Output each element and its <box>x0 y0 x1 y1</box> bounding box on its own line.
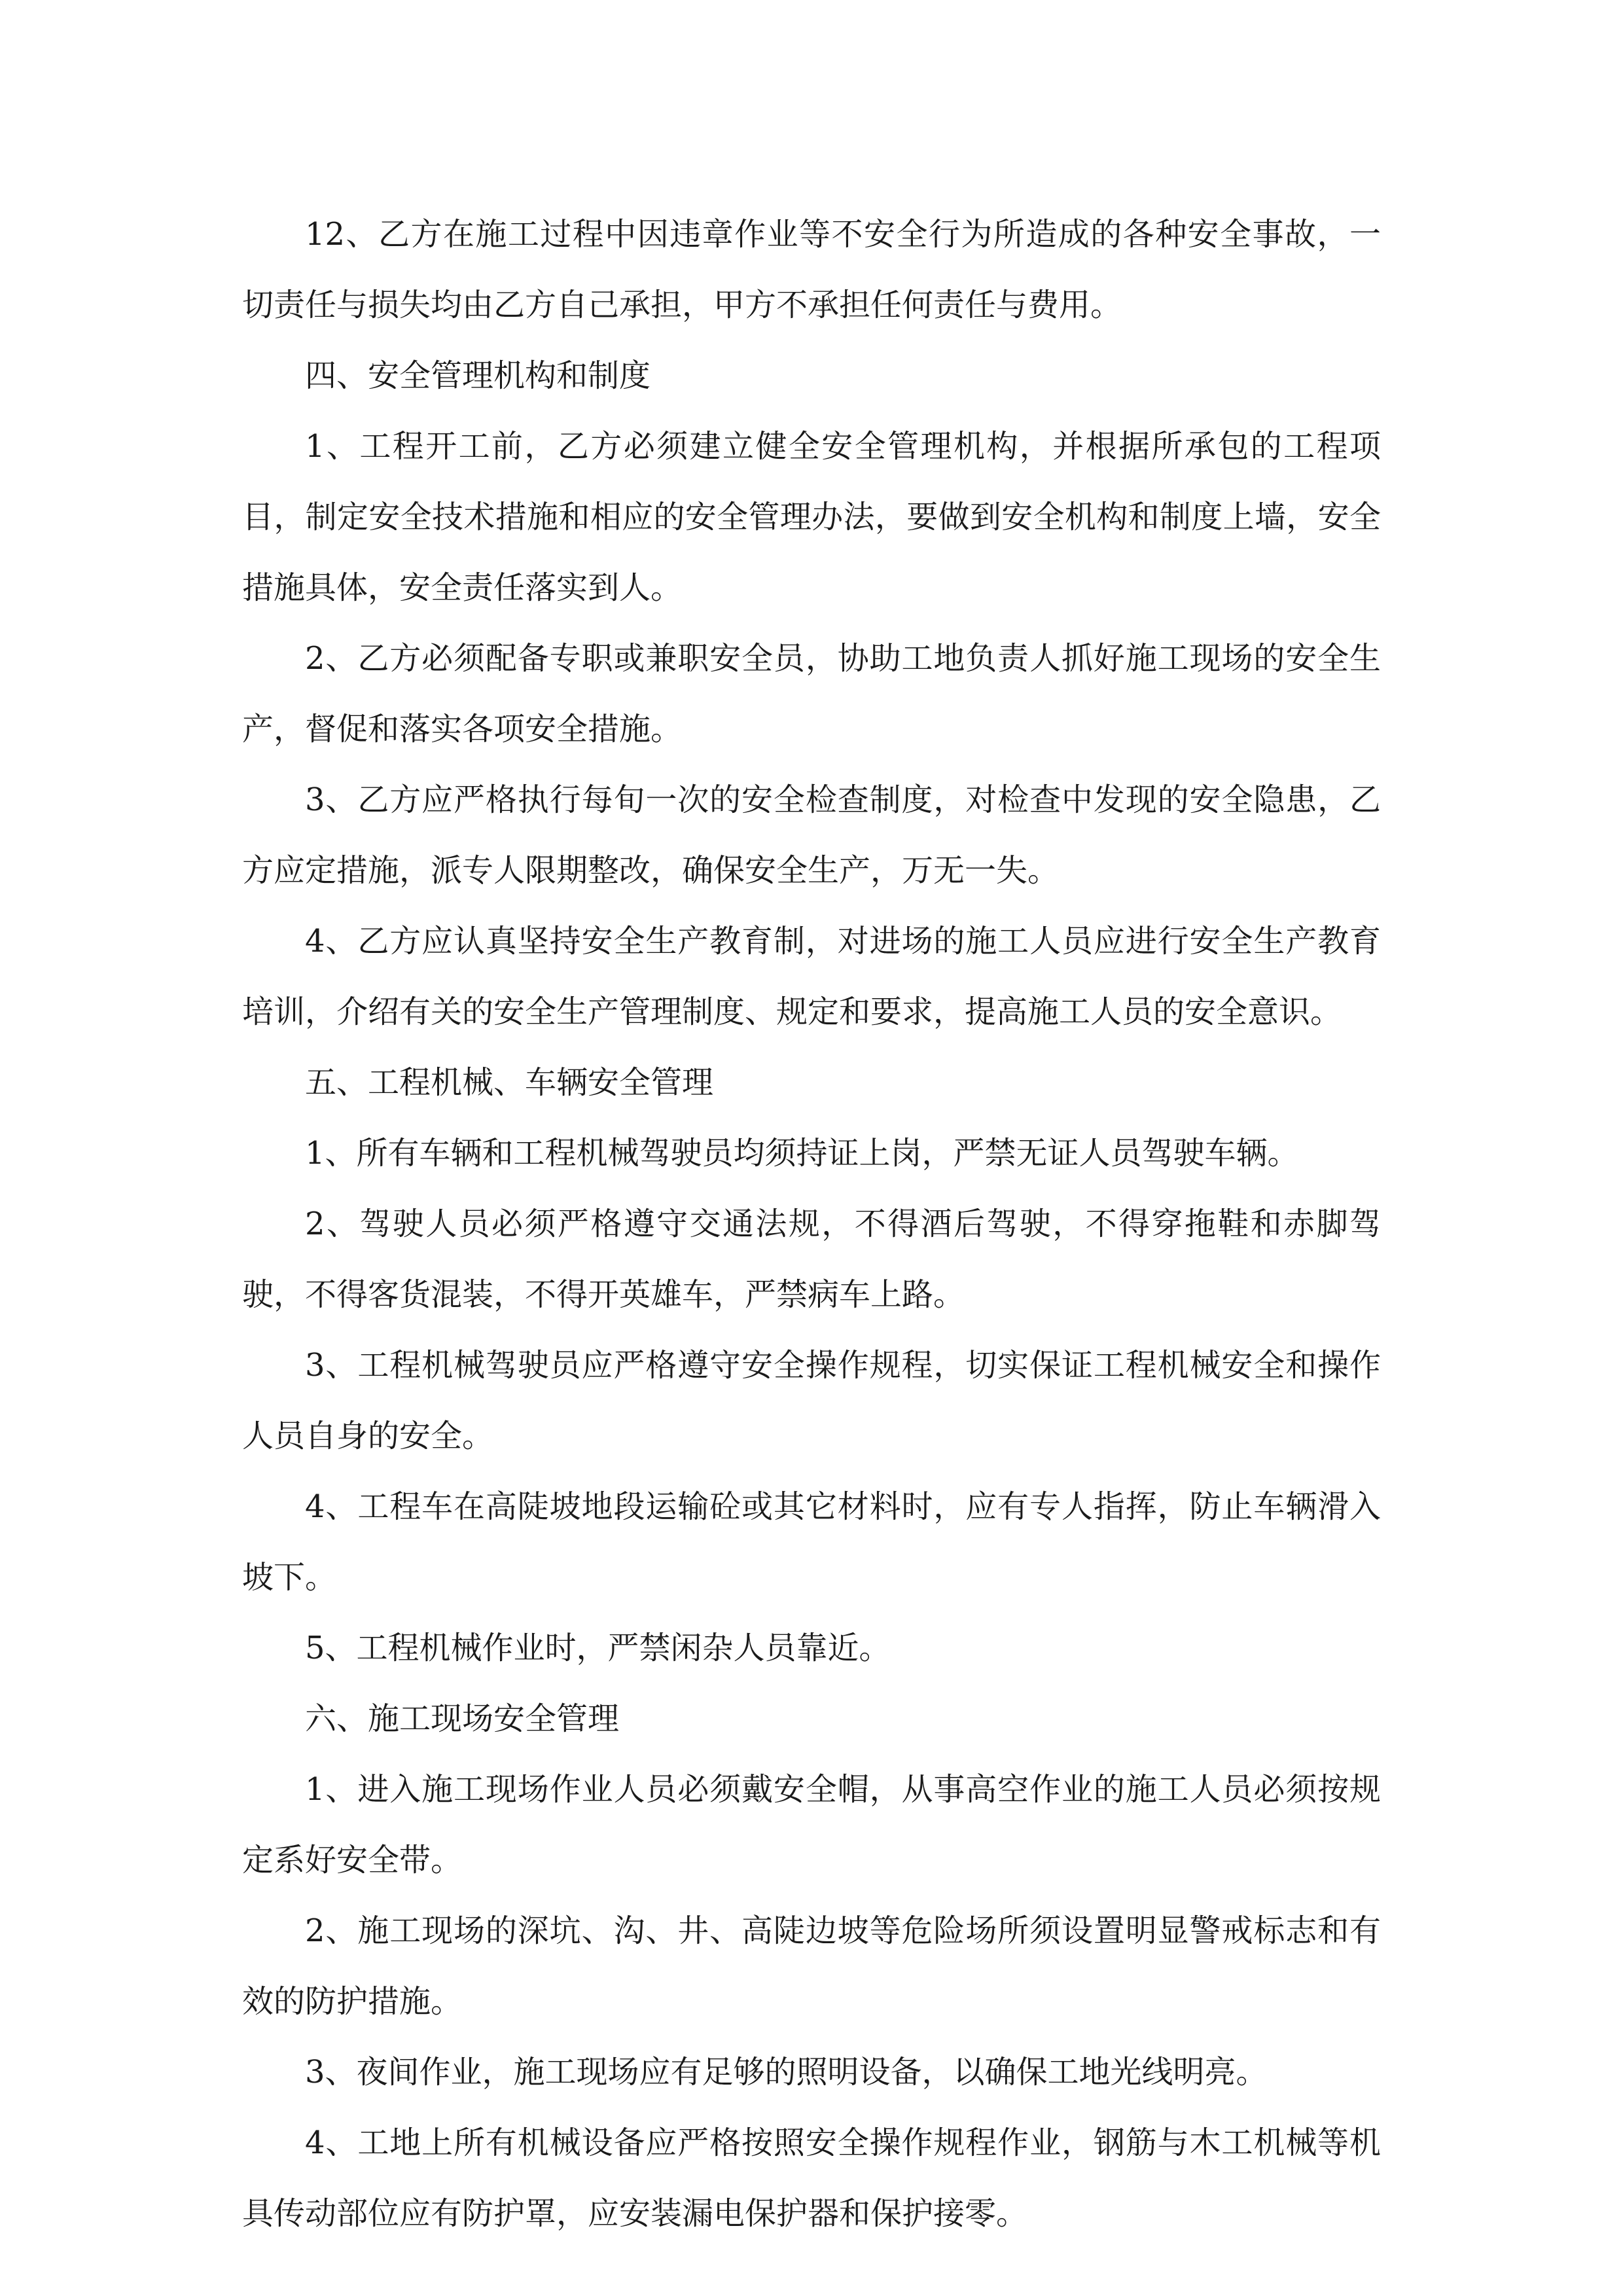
paragraph-5-2: 2、驾驶人员必须严格遵守交通法规，不得酒后驾驶，不得穿拖鞋和赤脚驾驶，不得客货混装，不得开英雄车，严禁病车上路。 <box>242 1206 1381 1313</box>
paragraph-6-4: 4、工地上所有机械设备应严格按照安全操作规程作业，钢筋与木工机械等机具传动部位应有防护罩，应安装漏电保护器和保护接零。 <box>242 2125 1381 2232</box>
paragraph-5-3: 3、工程机械驾驶员应严格遵守安全操作规程，切实保证工程机械安全和操作人员自身的安全。 <box>242 1347 1381 1454</box>
section-heading-5: 五、工程机械、车辆安全管理 <box>305 1064 714 1101</box>
paragraph-6-2: 2、施工现场的深坑、沟、井、高陡边坡等危险场所须设置明显警戒标志和有效的防护措施。 <box>242 1912 1381 2020</box>
paragraph-6-3: 3、夜间作业，施工现场应有足够的照明设备，以确保工地光线明亮。 <box>305 2054 1268 2090</box>
paragraph-5-1: 1、所有车辆和工程机械驾驶员均须持证上岗，严禁无证人员驾驶车辆。 <box>305 1135 1299 1172</box>
document-body <box>242 199 1381 2249</box>
paragraph-4-3: 3、乙方应严格执行每旬一次的安全检查制度，对检查中发现的安全隐患，乙方应定措施，派专人限期整改，确保安全生产，万无一失。 <box>242 781 1381 889</box>
paragraph-6-1: 1、进入施工现场作业人员必须戴安全帽，从事高空作业的施工人员必须按规定系好安全带。 <box>242 1771 1381 1878</box>
paragraph-5-5: 5、工程机械作业时，严禁闲杂人员靠近。 <box>305 1630 891 1666</box>
paragraph-4-2: 2、乙方必须配备专职或兼职安全员，协助工地负责人抓好施工现场的安全生产，督促和落实各项安全措施。 <box>242 640 1381 747</box>
section-heading-6: 六、施工现场安全管理 <box>305 1700 620 1737</box>
paragraph-4-1: 1、工程开工前，乙方必须建立健全安全管理机构，并根据所承包的工程项目，制定安全技术措施和相应的安全管理办法，要做到安全机构和制度上墙，安全措施具体，安全责任落实到人。 <box>242 428 1381 606</box>
paragraph-4-4: 4、乙方应认真坚持安全生产教育制，对进场的施工人员应进行安全生产教育培训，介绍有关的安全生产管理制度、规定和要求，提高施工人员的安全意识。 <box>242 923 1381 1030</box>
paragraph-5-4: 4、工程车在高陡坡地段运输砼或其它材料时，应有专人指挥，防止车辆滑入坡下。 <box>242 1488 1381 1596</box>
section-heading-4: 四、安全管理机构和制度 <box>305 357 651 394</box>
paragraph-clause-12: 12、乙方在施工过程中因违章作业等不安全行为所造成的各种安全事故，一切责任与损失均由乙方自己承担，甲方不承担任何责任与费用。 <box>242 216 1381 323</box>
